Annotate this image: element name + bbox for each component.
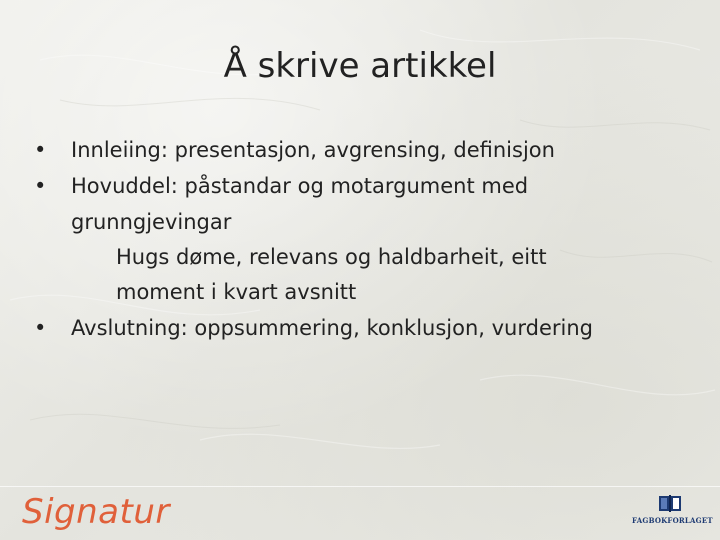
publisher-logo (632, 494, 713, 532)
bullet-marker: • (34, 138, 47, 162)
list-item-text-continued: grunngjevingar (71, 210, 232, 234)
bullet-marker: • (34, 174, 47, 198)
book-icon (657, 494, 683, 514)
list-item-main-part (34, 168, 704, 240)
list-item-text: Avslutning: oppsummering, konklusjon, vurdering (71, 316, 593, 340)
footer-divider (0, 486, 720, 487)
brand-logo: Signatur (22, 492, 170, 532)
bullet-marker: • (34, 316, 47, 340)
publisher-name: FAGBOKFORLAGET (632, 516, 713, 525)
bullet-list (34, 132, 704, 346)
list-item-introduction (34, 132, 704, 168)
sub-item-text-continued: moment i kvart avsnitt (116, 280, 357, 304)
sub-item-reminder (34, 240, 704, 310)
list-item-conclusion (34, 310, 704, 346)
list-item-text: Hovuddel: påstandar og motargument med (71, 174, 529, 198)
sub-item-text: Hugs døme, relevans og haldbarheit, eitt (116, 245, 547, 269)
slide-title: Å skrive artikkel (223, 46, 497, 86)
list-item-text: Innleiing: presentasjon, avgrensing, definisjon (71, 138, 555, 162)
